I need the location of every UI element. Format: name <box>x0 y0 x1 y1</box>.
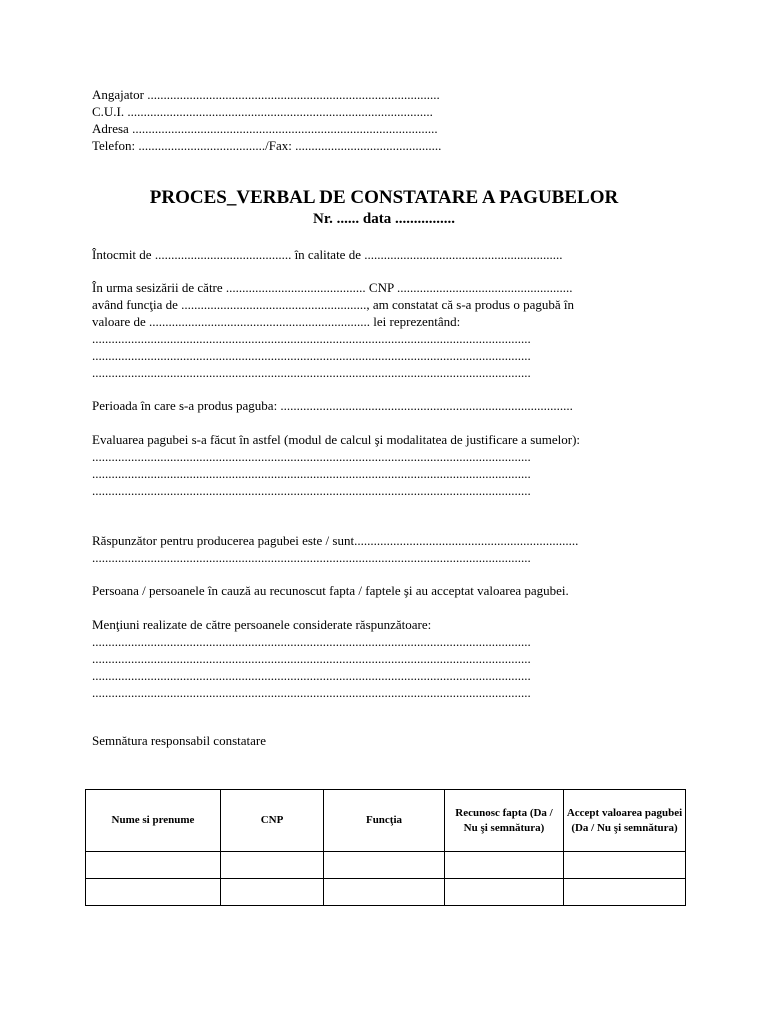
mentions-line: Menţiuni realizate de către persoanele considerate răspunzătoare: <box>92 617 432 632</box>
dotted-line: ....................................................................................................................................... <box>92 668 531 683</box>
table-cell[interactable] <box>324 879 445 906</box>
evaluation-line: Evaluarea pagubei s-a făcut în astfel (modul de calcul şi modalitatea de justificare a sumelor): <box>92 432 581 447</box>
table-cell[interactable] <box>324 852 445 879</box>
table-header-row <box>86 790 686 852</box>
header-cell-cnp: CNP <box>221 790 324 852</box>
table-cell[interactable] <box>86 852 221 879</box>
table-cell[interactable] <box>445 852 564 879</box>
dotted-line: ....................................................................................................................................... <box>92 331 531 346</box>
dotted-line: ....................................................................................................................................... <box>92 466 531 481</box>
signature-label: Semnătura responsabil constatare <box>92 733 266 748</box>
notification-line-1: În urma sesizării de către ........................................... CNP ...................................................... <box>92 280 573 295</box>
header-cell-acknowledge-act: Recunosc fapta (Da / Nu şi semnătura) <box>445 790 564 852</box>
table-row <box>86 852 686 879</box>
dotted-line: ....................................................................................................................................... <box>92 685 531 700</box>
address-field: Adresa .............................................................................................. <box>92 121 438 136</box>
document-number-date: Nr. ...... data ................ <box>313 211 455 227</box>
employer-field: Angajator .......................................................................................... <box>92 87 440 102</box>
notification-line-3: valoare de .................................................................... lei reprezentând: <box>92 314 461 329</box>
phone-fax-field: Telefon: ......................................./Fax: ............................................. <box>92 138 442 153</box>
table-cell[interactable] <box>221 879 324 906</box>
dotted-line: ....................................................................................................................................... <box>92 550 531 565</box>
acknowledgement-line: Persoana / persoanele în cauză au recunoscut fapta / faptele şi au acceptat valoarea pagubei. <box>92 583 569 598</box>
damage-period-line: Perioada în care s-a produs paguba: .......................................................................................... <box>92 398 573 413</box>
dotted-line: ....................................................................................................................................... <box>92 348 531 363</box>
header-cell-function: Funcţia <box>324 790 445 852</box>
document-title: PROCES_VERBAL DE CONSTATARE A PAGUBELOR <box>149 187 619 208</box>
table-row <box>86 879 686 906</box>
dotted-line: ....................................................................................................................................... <box>92 449 531 464</box>
persons-table <box>85 789 686 906</box>
header-cell-name: Nume si prenume <box>86 790 221 852</box>
table-cell[interactable] <box>445 879 564 906</box>
dotted-line: ....................................................................................................................................... <box>92 365 531 380</box>
drafted-by-line: Întocmit de .......................................... în calitate de ............................................................. <box>92 247 563 262</box>
table-cell[interactable] <box>221 852 324 879</box>
table-cell[interactable] <box>86 879 221 906</box>
table-cell[interactable] <box>564 852 686 879</box>
responsible-line: Răspunzător pentru producerea pagubei este / sunt..................................................................... <box>92 533 579 548</box>
cui-field: C.U.I. .............................................................................................. <box>92 104 433 119</box>
dotted-line: ....................................................................................................................................... <box>92 651 531 666</box>
notification-line-2: având funcţia de ........................................................., am constatat că s-a produs o pagubă în <box>92 297 574 312</box>
table-cell[interactable] <box>564 879 686 906</box>
dotted-line: ....................................................................................................................................... <box>92 634 531 649</box>
dotted-line: ....................................................................................................................................... <box>92 483 531 498</box>
header-cell-accept-value: Accept valoarea pagubei (Da / Nu şi semnătura) <box>564 790 686 852</box>
